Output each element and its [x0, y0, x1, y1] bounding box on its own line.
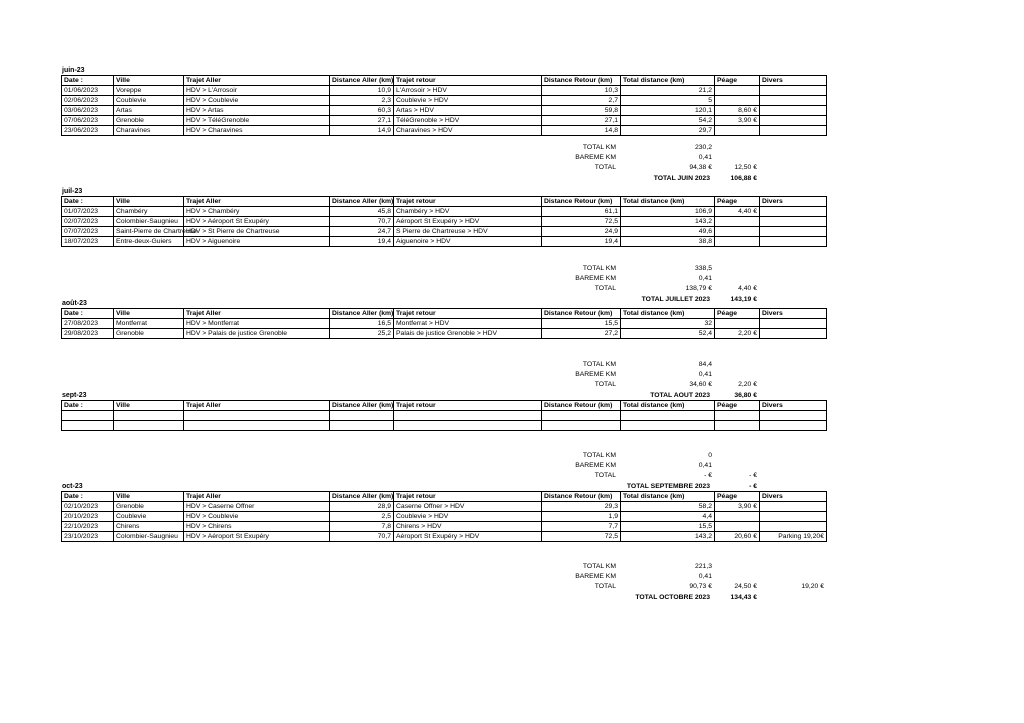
table-cell: Aiguenoire > HDV: [394, 237, 542, 247]
table-cell: HDV > Chambéry: [184, 207, 330, 217]
column-header: Distance Retour (km): [542, 401, 621, 411]
bareme-km-value: 0,41: [698, 154, 712, 162]
column-header: Ville: [114, 492, 184, 502]
table-cell: HDV > Palais de justice Grenoble: [184, 329, 330, 339]
total-amount-value: - €: [704, 472, 712, 480]
section-title: août-23: [62, 300, 87, 307]
table-cell: HDV > Aéroport St Exupéry: [184, 217, 330, 227]
table-cell: 27,2: [542, 329, 621, 339]
table-cell: Caserne Offner > HDV: [394, 502, 542, 512]
total-km-value: 338,5: [694, 265, 712, 272]
section-title: juil-23: [62, 188, 83, 195]
table-cell: [394, 421, 542, 431]
column-header: Trajet retour: [394, 76, 542, 86]
bareme-km-label: BAREME KM: [575, 154, 616, 162]
table-cell: Colombier-Saugnieu: [114, 217, 184, 227]
table-cell: Coublevie > HDV: [394, 96, 542, 106]
table-cell: [62, 421, 114, 431]
table-row: [62, 217, 827, 227]
table-cell: HDV > Charavines: [184, 126, 330, 136]
month-total-label: TOTAL AOUT 2023: [650, 391, 710, 399]
column-header: Distance Aller (km): [330, 197, 394, 207]
table-cell: 25,2: [330, 329, 394, 339]
table-cell: [760, 329, 827, 339]
month-total-value: 106,88 €: [730, 174, 757, 182]
month-total-label: TOTAL JUILLET 2023: [641, 295, 710, 303]
bareme-km-value: 0,41: [698, 371, 712, 379]
table-row: [62, 532, 827, 542]
table-cell: HDV > Caserne Offner: [184, 502, 330, 512]
column-header: Ville: [114, 76, 184, 86]
table-cell: Saint-Pierre de Chartreuse: [114, 227, 184, 237]
table-cell: HDV > Aéroport St Exupéry: [184, 532, 330, 542]
divers-total-value: 19,20 €: [801, 583, 824, 591]
table-row: [62, 126, 827, 136]
column-header: Distance Retour (km): [542, 492, 621, 502]
table-cell: 106,9: [621, 207, 715, 217]
table-cell: 72,5: [542, 532, 621, 542]
total-km-label: TOTAL KM: [582, 144, 616, 151]
total-km-label: TOTAL KM: [582, 452, 616, 459]
table-cell: [715, 512, 760, 522]
table-cell: [62, 411, 114, 421]
table-row: [62, 116, 827, 126]
table-cell: 2,5: [330, 512, 394, 522]
peage-total-value: 24,50 €: [734, 583, 757, 591]
table-cell: 1,9: [542, 512, 621, 522]
table-cell: [184, 411, 330, 421]
month-total-label: TOTAL OCTOBRE 2023: [635, 593, 710, 601]
table-cell: Parking 19,20€: [760, 532, 827, 542]
trip-table: [61, 308, 827, 339]
table-cell: 52,4: [621, 329, 715, 339]
table-header-row: [62, 76, 827, 86]
table-cell: 61,1: [542, 207, 621, 217]
total-label: TOTAL: [594, 472, 616, 480]
table-cell: HDV > St Pierre de Chartreuse: [184, 227, 330, 237]
total-amount-value: 34,60 €: [689, 381, 712, 389]
table-cell: L'Arrosoir > HDV: [394, 86, 542, 96]
table-cell: 07/07/2023: [62, 227, 114, 237]
table-cell: 3,90 €: [715, 116, 760, 126]
table-cell: 32: [621, 319, 715, 329]
table-cell: [760, 217, 827, 227]
table-cell: 16,5: [330, 319, 394, 329]
table-row: [62, 512, 827, 522]
table-cell: 02/06/2023: [62, 96, 114, 106]
column-header: Trajet retour: [394, 197, 542, 207]
bareme-km-value: 0,41: [698, 573, 712, 581]
table-cell: [715, 86, 760, 96]
table-cell: 59,8: [542, 106, 621, 116]
month-total-value: - €: [749, 482, 757, 490]
table-cell: 29/08/2023: [62, 329, 114, 339]
table-cell: 143,2: [621, 217, 715, 227]
column-header: Trajet retour: [394, 309, 542, 319]
column-header: Trajet retour: [394, 492, 542, 502]
table-cell: 10,9: [330, 86, 394, 96]
total-km-label: TOTAL KM: [582, 361, 616, 368]
total-label: TOTAL: [594, 381, 616, 389]
column-header: Péage: [715, 197, 760, 207]
table-cell: [114, 421, 184, 431]
table-cell: 22/10/2023: [62, 522, 114, 532]
table-cell: 7,8: [330, 522, 394, 532]
month-total-label: TOTAL SEPTEMBRE 2023: [626, 482, 710, 490]
column-header: Trajet retour: [394, 401, 542, 411]
table-cell: Chirens > HDV: [394, 522, 542, 532]
total-label: TOTAL: [594, 285, 616, 293]
total-km-value: 0: [708, 452, 712, 459]
table-cell: 54,2: [621, 116, 715, 126]
column-header: Trajet Aller: [184, 401, 330, 411]
table-cell: 70,7: [330, 217, 394, 227]
trip-table: [61, 400, 827, 431]
table-cell: [760, 502, 827, 512]
table-cell: Artas: [114, 106, 184, 116]
table-row: [62, 421, 827, 431]
table-row: [62, 319, 827, 329]
total-km-value: 84,4: [698, 361, 712, 368]
table-cell: 58,2: [621, 502, 715, 512]
table-cell: 2,20 €: [715, 329, 760, 339]
table-cell: 45,8: [330, 207, 394, 217]
table-cell: 20/10/2023: [62, 512, 114, 522]
bareme-km-value: 0,41: [698, 462, 712, 470]
bareme-km-label: BAREME KM: [575, 371, 616, 379]
table-row: [62, 237, 827, 247]
table-cell: 19,4: [330, 237, 394, 247]
column-header: Péage: [715, 401, 760, 411]
table-cell: Colombier-Saugnieu: [114, 532, 184, 542]
section-title: juin-23: [62, 67, 85, 74]
table-cell: 24,9: [542, 227, 621, 237]
table-cell: HDV > Aiguenoire: [184, 237, 330, 247]
table-cell: 01/06/2023: [62, 86, 114, 96]
table-cell: 2,3: [330, 96, 394, 106]
column-header: Trajet Aller: [184, 309, 330, 319]
table-cell: 18/07/2023: [62, 237, 114, 247]
table-cell: Coublevie > HDV: [394, 512, 542, 522]
table-cell: [715, 96, 760, 106]
table-cell: [760, 86, 827, 96]
table-cell: Artas > HDV: [394, 106, 542, 116]
table-cell: Chambéry: [114, 207, 184, 217]
table-row: [62, 106, 827, 116]
table-cell: [760, 96, 827, 106]
table-cell: Voreppe: [114, 86, 184, 96]
table-row: [62, 522, 827, 532]
month-total-value: 143,19 €: [730, 295, 757, 303]
table-cell: 21,2: [621, 86, 715, 96]
table-cell: 27,1: [542, 116, 621, 126]
trip-table: [61, 196, 827, 247]
bareme-km-label: BAREME KM: [575, 275, 616, 283]
total-km-label: TOTAL KM: [582, 265, 616, 272]
table-cell: 49,6: [621, 227, 715, 237]
column-header: Distance Retour (km): [542, 76, 621, 86]
table-cell: Chambéry > HDV: [394, 207, 542, 217]
table-header-row: [62, 492, 827, 502]
table-cell: HDV > Chirens: [184, 522, 330, 532]
total-km-value: 230,2: [694, 144, 712, 151]
table-cell: 23/10/2023: [62, 532, 114, 542]
table-cell: 38,8: [621, 237, 715, 247]
table-header-row: [62, 401, 827, 411]
trip-table: [61, 75, 827, 136]
column-header: Distance Retour (km): [542, 309, 621, 319]
column-header: Distance Retour (km): [542, 197, 621, 207]
table-cell: Palais de justice Grenoble > HDV: [394, 329, 542, 339]
table-cell: 4,4: [621, 512, 715, 522]
table-row: [62, 207, 827, 217]
table-cell: 23/06/2023: [62, 126, 114, 136]
column-header: Divers: [760, 401, 827, 411]
column-header: Péage: [715, 76, 760, 86]
column-header: Distance Aller (km): [330, 492, 394, 502]
table-header-row: [62, 309, 827, 319]
table-row: [62, 227, 827, 237]
table-cell: 15,5: [621, 522, 715, 532]
table-cell: [394, 411, 542, 421]
table-cell: [715, 227, 760, 237]
table-cell: [715, 522, 760, 532]
table-cell: Grenoble: [114, 329, 184, 339]
table-cell: [715, 421, 760, 431]
table-cell: [760, 421, 827, 431]
table-cell: Charavines: [114, 126, 184, 136]
table-cell: [542, 411, 621, 421]
table-cell: S Pierre de Chartreuse > HDV: [394, 227, 542, 237]
total-amount-value: 138,79 €: [685, 285, 712, 293]
table-cell: 01/07/2023: [62, 207, 114, 217]
table-cell: [715, 411, 760, 421]
table-cell: [621, 421, 715, 431]
table-row: [62, 411, 827, 421]
table-cell: 24,7: [330, 227, 394, 237]
column-header: Trajet Aller: [184, 197, 330, 207]
total-amount-value: 94,38 €: [689, 164, 712, 172]
table-cell: 02/07/2023: [62, 217, 114, 227]
table-cell: HDV > TéléGrenoble: [184, 116, 330, 126]
table-cell: [760, 116, 827, 126]
table-cell: [760, 126, 827, 136]
column-header: Trajet Aller: [184, 492, 330, 502]
table-cell: 143,2: [621, 532, 715, 542]
table-cell: [760, 207, 827, 217]
table-cell: 15,5: [542, 319, 621, 329]
column-header: Distance Aller (km): [330, 401, 394, 411]
table-row: [62, 96, 827, 106]
column-header: Date :: [62, 309, 114, 319]
table-cell: [760, 237, 827, 247]
table-cell: 27,1: [330, 116, 394, 126]
table-cell: 28,9: [330, 502, 394, 512]
column-header: Divers: [760, 197, 827, 207]
total-amount-value: 90,73 €: [689, 583, 712, 591]
total-km-label: TOTAL KM: [582, 563, 616, 570]
table-cell: 19,4: [542, 237, 621, 247]
table-cell: Montferrat: [114, 319, 184, 329]
month-total-value: 36,80 €: [734, 391, 757, 399]
trip-table: [61, 491, 827, 542]
table-cell: Charavines > HDV: [394, 126, 542, 136]
section-title: oct-23: [62, 483, 83, 490]
table-cell: 14,8: [542, 126, 621, 136]
column-header: Ville: [114, 197, 184, 207]
table-cell: 14,9: [330, 126, 394, 136]
peage-total-value: 4,40 €: [738, 285, 757, 293]
table-cell: 4,40 €: [715, 207, 760, 217]
column-header: Ville: [114, 309, 184, 319]
table-row: [62, 502, 827, 512]
table-cell: 02/10/2023: [62, 502, 114, 512]
table-cell: HDV > Coublevie: [184, 512, 330, 522]
column-header: Divers: [760, 492, 827, 502]
table-cell: 03/06/2023: [62, 106, 114, 116]
section-title: sept-23: [62, 392, 87, 399]
table-row: [62, 329, 827, 339]
column-header: Trajet Aller: [184, 76, 330, 86]
table-cell: Aéroport St Exupéry > HDV: [394, 532, 542, 542]
table-cell: 72,5: [542, 217, 621, 227]
table-cell: TéléGrenoble > HDV: [394, 116, 542, 126]
table-cell: 60,3: [330, 106, 394, 116]
table-cell: [542, 421, 621, 431]
table-cell: HDV > Artas: [184, 106, 330, 116]
column-header: Total distance (km): [621, 197, 715, 207]
table-cell: 20,60 €: [715, 532, 760, 542]
table-cell: 10,3: [542, 86, 621, 96]
column-header: Date :: [62, 401, 114, 411]
table-cell: [330, 411, 394, 421]
table-cell: 8,60 €: [715, 106, 760, 116]
table-cell: Entre-deux-Guiers: [114, 237, 184, 247]
table-cell: [184, 421, 330, 431]
table-row: [62, 86, 827, 96]
table-cell: HDV > Montferrat: [184, 319, 330, 329]
total-label: TOTAL: [594, 583, 616, 591]
table-cell: HDV > Coublevie: [184, 96, 330, 106]
table-cell: [760, 411, 827, 421]
table-cell: [330, 421, 394, 431]
peage-total-value: 2,20 €: [738, 381, 757, 389]
table-cell: Aéroport St Exupéry > HDV: [394, 217, 542, 227]
column-header: Distance Aller (km): [330, 309, 394, 319]
table-cell: Grenoble: [114, 502, 184, 512]
column-header: Divers: [760, 76, 827, 86]
table-cell: Montferrat > HDV: [394, 319, 542, 329]
peage-total-value: 12,50 €: [734, 164, 757, 172]
table-cell: 29,7: [621, 126, 715, 136]
table-cell: 7,7: [542, 522, 621, 532]
column-header: Distance Aller (km): [330, 76, 394, 86]
table-cell: Grenoble: [114, 116, 184, 126]
table-cell: Coublevie: [114, 512, 184, 522]
total-km-value: 221,3: [694, 563, 712, 570]
table-cell: 27/08/2023: [62, 319, 114, 329]
column-header: Date :: [62, 197, 114, 207]
table-cell: 120,1: [621, 106, 715, 116]
table-cell: 2,7: [542, 96, 621, 106]
bareme-km-label: BAREME KM: [575, 573, 616, 581]
table-cell: [715, 217, 760, 227]
column-header: Péage: [715, 309, 760, 319]
column-header: Total distance (km): [621, 309, 715, 319]
column-header: Divers: [760, 309, 827, 319]
column-header: Total distance (km): [621, 401, 715, 411]
peage-total-value: - €: [749, 472, 757, 480]
month-total-label: TOTAL JUIN 2023: [653, 174, 710, 182]
total-label: TOTAL: [594, 164, 616, 172]
table-cell: [715, 237, 760, 247]
table-cell: Coublevie: [114, 96, 184, 106]
column-header: Total distance (km): [621, 492, 715, 502]
table-cell: [760, 106, 827, 116]
month-total-value: 134,43 €: [730, 593, 757, 601]
column-header: Péage: [715, 492, 760, 502]
column-header: Date :: [62, 492, 114, 502]
table-header-row: [62, 197, 827, 207]
table-cell: [715, 126, 760, 136]
table-cell: [760, 512, 827, 522]
table-cell: HDV > L'Arrosoir: [184, 86, 330, 96]
table-cell: [760, 319, 827, 329]
table-cell: [114, 411, 184, 421]
column-header: Ville: [114, 401, 184, 411]
table-cell: 70,7: [330, 532, 394, 542]
table-cell: 07/06/2023: [62, 116, 114, 126]
bareme-km-label: BAREME KM: [575, 462, 616, 470]
table-cell: Chirens: [114, 522, 184, 532]
table-cell: 29,3: [542, 502, 621, 512]
table-cell: [715, 319, 760, 329]
bareme-km-value: 0,41: [698, 275, 712, 283]
table-cell: 5: [621, 96, 715, 106]
table-cell: 3,90 €: [715, 502, 760, 512]
table-cell: [760, 227, 827, 237]
table-cell: [621, 411, 715, 421]
column-header: Date :: [62, 76, 114, 86]
column-header: Total distance (km): [621, 76, 715, 86]
table-cell: [760, 522, 827, 532]
